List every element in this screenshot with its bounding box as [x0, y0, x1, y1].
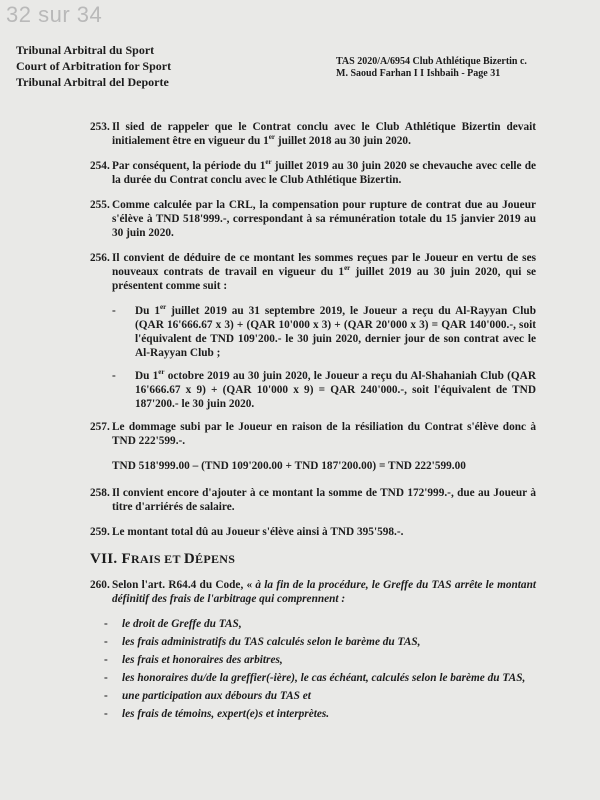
list-item-text: les honoraires du/de la greffier(-ière), le cas échéant, calculés selon le barème du TAS,: [122, 672, 526, 684]
paragraph-text: Selon l'art. R64.4 du Code, «: [112, 579, 256, 591]
paragraph-254: [0, 159, 600, 187]
paragraph-text: Il sied de rappeler que le Contrat conclu avec le Club Athlétique Bizertin devait initialement être en vigueur du 1: [112, 121, 536, 147]
paragraph-253: [0, 120, 600, 148]
paragraph-number: 259.: [90, 526, 110, 538]
bullet-marker: -: [104, 672, 108, 684]
list-item: [0, 707, 600, 721]
damage-calculation: TND 518'999.00 – (TND 109'200.00 + TND 187'200.00) = TND 222'599.00: [112, 460, 466, 472]
section-title-initial: F: [121, 551, 131, 567]
paragraph-260: [0, 578, 600, 606]
court-name-es: Tribunal Arbitral del Deporte: [16, 75, 169, 89]
list-item-text: les frais et honoraires des arbitres,: [122, 654, 283, 666]
list-item-text: une participation aux débours du TAS et: [122, 690, 311, 702]
section-title-smallcaps: ÉPENS: [195, 552, 236, 566]
sub-item-al-rayyan: [0, 304, 600, 360]
paragraph-256: [0, 251, 600, 293]
case-reference: [336, 56, 527, 80]
paragraph-255: [0, 198, 600, 240]
court-name-en: Court of Arbitration for Sport: [16, 59, 172, 73]
superscript: er: [158, 368, 165, 377]
paragraph-text: Par conséquent, la période du 1: [112, 160, 266, 172]
sub-item-text: juillet 2019 au 31 septembre 2019, le Joueur a reçu du Al-Rayyan Club (QAR 16'666.67 x 3) + (QAR 10'000 x 3) + (QAR 20'000 x 3) = QAR 140'000.-, soit l'équivalent de TND 109'200.- le 30 juin 2020, dernier jour de son contrat avec le Al-Rayyan Club ;: [135, 305, 536, 359]
paragraph-text: Il convient encore d'ajouter à ce montant la somme de TND 172'999.-, due au Joueur à titre d'arriérés de salaire.: [112, 487, 536, 513]
paragraph-number: 253.: [90, 121, 110, 133]
paragraph-number: 257.: [90, 421, 110, 433]
court-name-fr: Tribunal Arbitral du Sport: [16, 43, 155, 57]
paragraph-text: juillet 2018 au 30 juin 2020.: [275, 135, 411, 147]
paragraph-text: juillet 2019 au 30 juin 2020 se chevauche avec celle de la durée du Contrat conclu avec le Club Athlétique Bizertin.: [112, 160, 536, 186]
case-reference-line1: TAS 2020/A/6954 Club Athlétique Bizertin c.: [336, 56, 527, 67]
paragraph-number: 258.: [90, 487, 110, 499]
bullet-marker: -: [104, 690, 108, 702]
paragraph-number: 260.: [90, 579, 110, 591]
section-title-smallcaps: RAIS ET: [131, 552, 184, 566]
list-item: [0, 689, 600, 703]
paragraph-number: 255.: [90, 199, 110, 211]
superscript: er: [268, 133, 276, 142]
bullet-marker: -: [104, 654, 108, 666]
paragraph-text: juillet 2019 au 30 juin 2020, qui se présentent comme suit :: [112, 266, 536, 292]
bullet-marker: -: [104, 708, 108, 720]
section-title-initial: D: [183, 551, 196, 567]
sub-item-text: octobre 2019 au 30 juin 2020, le Joueur a reçu du Al-Shahaniah Club (QAR 16'666.67 x 9) + (QAR 10'000 x 9) = QAR 240'000.-, soit l'équivalent de TND 187'200.- le 30 juin 2020.: [135, 370, 536, 410]
quoted-text: à la fin de la procédure, le Greffe du TAS arrête le montant définitif des frais de l'arbitrage qui comprennent :: [112, 579, 536, 605]
paragraph-259: [0, 525, 600, 539]
dash-marker: -: [112, 370, 116, 382]
list-item-text: les frais de témoins, expert(e)s et interprètes.: [122, 708, 330, 720]
dash-marker: -: [112, 305, 116, 317]
paragraph-text: Le dommage subi par le Joueur en raison de la résiliation du Contrat s'élève donc à TND 222'599.-.: [112, 421, 536, 447]
superscript: er: [160, 303, 167, 312]
superscript: er: [344, 264, 351, 273]
sub-item-al-shahaniah: [0, 369, 600, 411]
court-name-block: [16, 42, 171, 90]
paragraph-number: 254.: [90, 160, 110, 172]
section-heading: [0, 551, 600, 568]
bullet-marker: -: [104, 636, 108, 648]
cost-items-list: [0, 617, 600, 721]
list-item-text: les frais administratifs du TAS calculés selon le barème du TAS,: [122, 636, 421, 648]
list-item: [0, 635, 600, 649]
paragraph-number: 256.: [90, 252, 110, 264]
list-item: [0, 671, 600, 685]
sub-item-text: Du 1: [135, 305, 160, 317]
page-indicator: 32 sur 34: [6, 2, 103, 27]
case-reference-line2: M. Saoud Farhan I I Ishbaih - Page 31: [336, 68, 501, 79]
list-item: [0, 617, 600, 631]
document-body: [0, 120, 600, 725]
paragraph-text: Il convient de déduire de ce montant les sommes reçues par le Joueur en vertu de ses nouveaux contrats de travail en vigueur du 1: [112, 252, 536, 278]
list-item-text: le droit de Greffe du TAS,: [122, 618, 242, 630]
paragraph-257: [0, 420, 600, 448]
bullet-marker: -: [104, 618, 108, 630]
paragraph-text: Le montant total dû au Joueur s'élève ainsi à TND 395'598.-.: [112, 526, 404, 538]
list-item: [0, 653, 600, 667]
sub-item-text: Du 1: [135, 370, 159, 382]
paragraph-258: [0, 486, 600, 514]
section-number: VII.: [90, 551, 118, 567]
paragraph-text: Comme calculée par la CRL, la compensation pour rupture de contrat due au Joueur s'élève à TND 518'999.-, correspondant à sa rémunération totale du 15 janvier 2019 au 30 juin 2020.: [112, 199, 536, 239]
superscript: er: [265, 158, 272, 167]
